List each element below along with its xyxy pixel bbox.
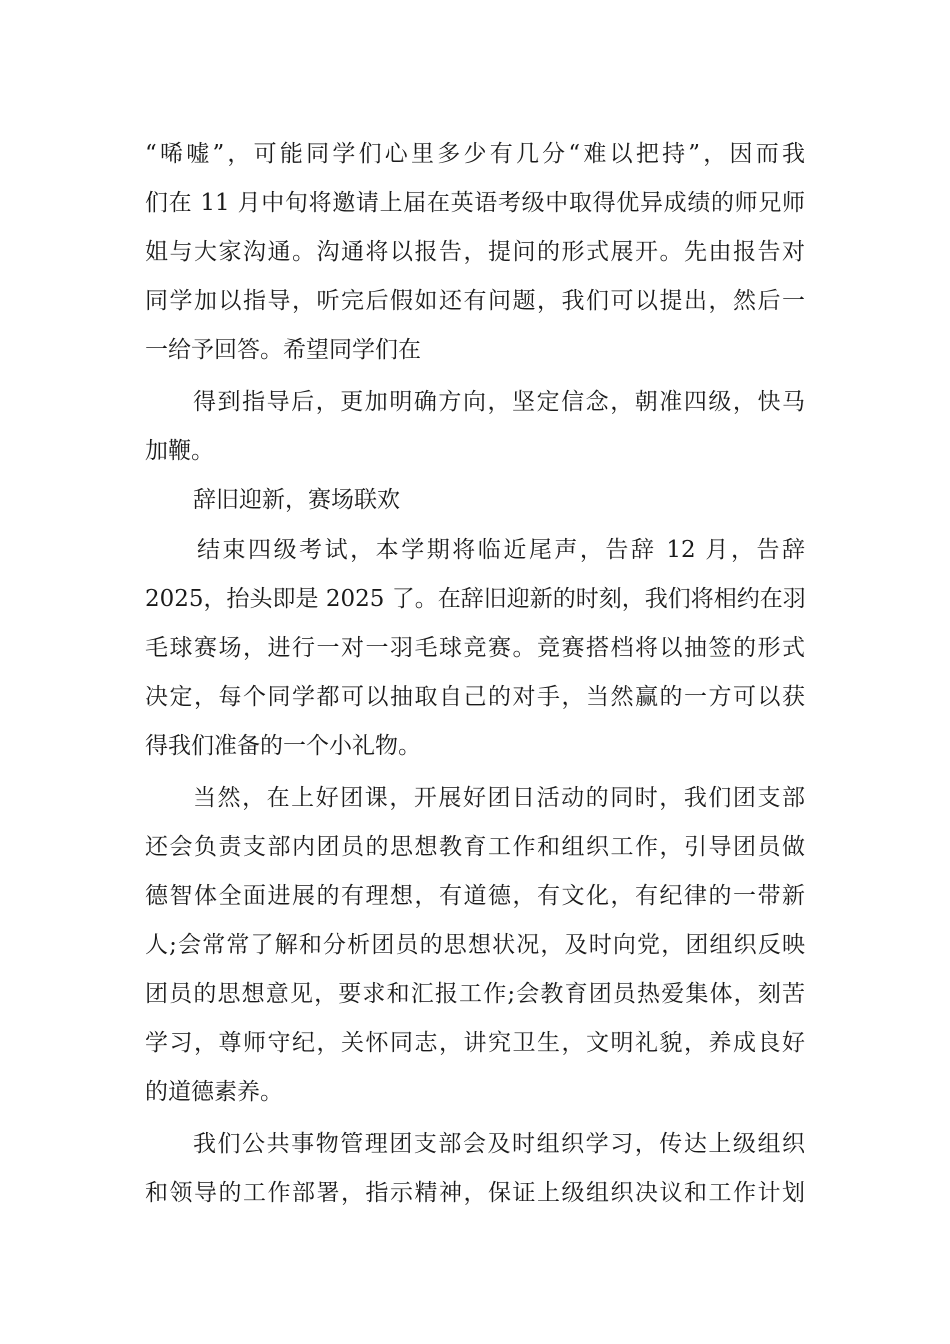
text-line: 德智体全面进展的有理想，有道德，有文化，有纪律的一带新 — [145, 883, 805, 909]
text-line: 决定，每个同学都可以抽取自己的对手，当然赢的一方可以获 — [145, 684, 805, 710]
text-line: 得到指导后，更加明确方向，坚定信念，朝准四级，快马 — [193, 389, 805, 415]
text-line: 还会负责支部内团员的思想教育工作和组织工作，引导团员做 — [145, 834, 805, 860]
section-heading: 辞旧迎新，赛场联欢 — [193, 487, 400, 513]
text-line: 人;会常常了解和分析团员的思想状况，及时向党，团组织反映 — [145, 932, 805, 958]
text-line: 加鞭。 — [145, 438, 214, 464]
text-line: 2025，抬头即是 2025 了。在辞旧迎新的时刻，我们将相约在羽 — [145, 586, 806, 612]
text-line: 同学加以指导，听完后假如还有问题，我们可以提出，然后一 — [145, 288, 805, 314]
text-line: 当然，在上好团课，开展好团日活动的同时，我们团支部 — [193, 785, 805, 811]
text-line: 毛球赛场，进行一对一羽毛球竞赛。竞赛搭档将以抽签的形式 — [145, 635, 805, 661]
text-line: 们在 11 月中旬将邀请上届在英语考级中取得优异成绩的师兄师 — [145, 190, 805, 216]
text-line: 姐与大家沟通。沟通将以报告，提问的形式展开。先由报告对 — [145, 239, 805, 265]
text-line: 得我们准备的一个小礼物。 — [145, 733, 421, 759]
text-line: 一给予回答。希望同学们在 — [145, 337, 421, 363]
text-line: 学习，尊师守纪，关怀同志，讲究卫生，文明礼貌，养成良好 — [145, 1030, 805, 1056]
text-line: 团员的思想意见，要求和汇报工作;会教育团员热爱集体，刻苦 — [145, 981, 805, 1007]
text-line: 结束四级考试，本学期将临近尾声，告辞 12 月，告辞 — [197, 537, 805, 563]
text-line: 我们公共事物管理团支部会及时组织学习，传达上级组织 — [193, 1131, 805, 1157]
text-line: 和领导的工作部署，指示精神，保证上级组织决议和工作计划 — [145, 1180, 805, 1206]
text-line: 的道德素养。 — [145, 1079, 283, 1105]
text-line: “唏嘘”，可能同学们心里多少有几分“难以把持”，因而我 — [145, 141, 805, 167]
